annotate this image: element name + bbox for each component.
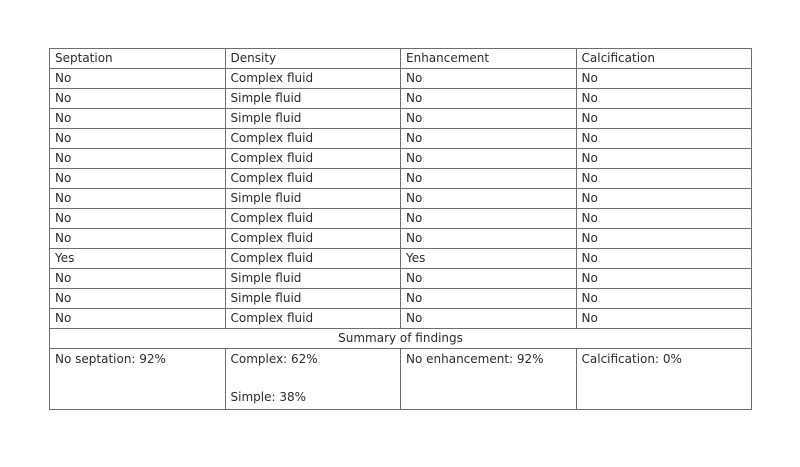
summary-calcification xyxy=(576,349,752,410)
cell-enhancement: No xyxy=(401,229,577,249)
cell-density: Complex fluid xyxy=(225,229,401,249)
cell-calcification: No xyxy=(576,229,752,249)
cell-enhancement: No xyxy=(401,129,577,149)
cell-calcification: No xyxy=(576,249,752,269)
summary-title: Summary of findings xyxy=(50,329,752,349)
cell-enhancement: No xyxy=(401,69,577,89)
cell-calcification: No xyxy=(576,149,752,169)
cell-enhancement: No xyxy=(401,149,577,169)
cell-enhancement: No xyxy=(401,289,577,309)
summary-density-simple: Simple: 38% xyxy=(230,390,307,404)
cell-density: Complex fluid xyxy=(225,309,401,329)
cell-septation: No xyxy=(50,269,226,289)
cell-septation: No xyxy=(50,69,226,89)
summary-density-complex: Complex: 62% xyxy=(230,352,318,366)
table-row xyxy=(50,289,752,309)
cell-calcification: No xyxy=(576,189,752,209)
table-row xyxy=(50,269,752,289)
header-row xyxy=(50,49,752,69)
table-row xyxy=(50,149,752,169)
cell-density: Simple fluid xyxy=(225,269,401,289)
cell-density: Simple fluid xyxy=(225,89,401,109)
cell-septation: No xyxy=(50,229,226,249)
summary-septation-text: No septation: 92% xyxy=(55,352,166,366)
summary-density-spacer xyxy=(231,369,396,388)
cell-density: Complex fluid xyxy=(225,249,401,269)
cell-density: Simple fluid xyxy=(225,289,401,309)
summary-calcification-text: Calcification: 0% xyxy=(581,352,682,366)
cell-enhancement: No xyxy=(401,109,577,129)
cell-calcification: No xyxy=(576,109,752,129)
cell-density: Simple fluid xyxy=(225,109,401,129)
cell-septation: No xyxy=(50,289,226,309)
cell-density: Complex fluid xyxy=(225,169,401,189)
cell-calcification: No xyxy=(576,209,752,229)
cell-enhancement: No xyxy=(401,309,577,329)
table-row xyxy=(50,249,752,269)
cell-enhancement: No xyxy=(401,269,577,289)
header-calcification: Calcification xyxy=(576,49,752,69)
cell-density: Complex fluid xyxy=(225,209,401,229)
cell-septation: No xyxy=(50,189,226,209)
cell-enhancement: No xyxy=(401,189,577,209)
cell-septation: No xyxy=(50,129,226,149)
cell-enhancement: Yes xyxy=(401,249,577,269)
table-row xyxy=(50,109,752,129)
header-density: Density xyxy=(225,49,401,69)
cell-septation: No xyxy=(50,149,226,169)
table-row xyxy=(50,169,752,189)
table-row xyxy=(50,89,752,109)
cell-enhancement: No xyxy=(401,169,577,189)
cell-calcification: No xyxy=(576,289,752,309)
cell-density: Complex fluid xyxy=(225,149,401,169)
header-septation: Septation xyxy=(50,49,226,69)
table-row xyxy=(50,229,752,249)
summary-enhancement-text: No enhancement: 92% xyxy=(406,352,544,366)
cell-calcification: No xyxy=(576,309,752,329)
cell-calcification: No xyxy=(576,169,752,189)
summary-enhancement xyxy=(401,349,577,410)
cell-density: Complex fluid xyxy=(225,69,401,89)
findings-table xyxy=(49,48,752,410)
table-row xyxy=(50,309,752,329)
cell-septation: No xyxy=(50,309,226,329)
cell-enhancement: No xyxy=(401,89,577,109)
summary-density xyxy=(225,349,401,410)
table-row xyxy=(50,209,752,229)
cell-septation: No xyxy=(50,209,226,229)
cell-septation: No xyxy=(50,89,226,109)
summary-septation xyxy=(50,349,226,410)
cell-septation: No xyxy=(50,169,226,189)
summary-title-row xyxy=(50,329,752,349)
cell-septation: Yes xyxy=(50,249,226,269)
cell-density: Complex fluid xyxy=(225,129,401,149)
cell-calcification: No xyxy=(576,89,752,109)
cell-calcification: No xyxy=(576,129,752,149)
cell-septation: No xyxy=(50,109,226,129)
header-enhancement: Enhancement xyxy=(401,49,577,69)
cell-calcification: No xyxy=(576,69,752,89)
table-row xyxy=(50,129,752,149)
cell-calcification: No xyxy=(576,269,752,289)
summary-row xyxy=(50,349,752,410)
table-row xyxy=(50,189,752,209)
cell-enhancement: No xyxy=(401,209,577,229)
table-row xyxy=(50,69,752,89)
cell-density: Simple fluid xyxy=(225,189,401,209)
